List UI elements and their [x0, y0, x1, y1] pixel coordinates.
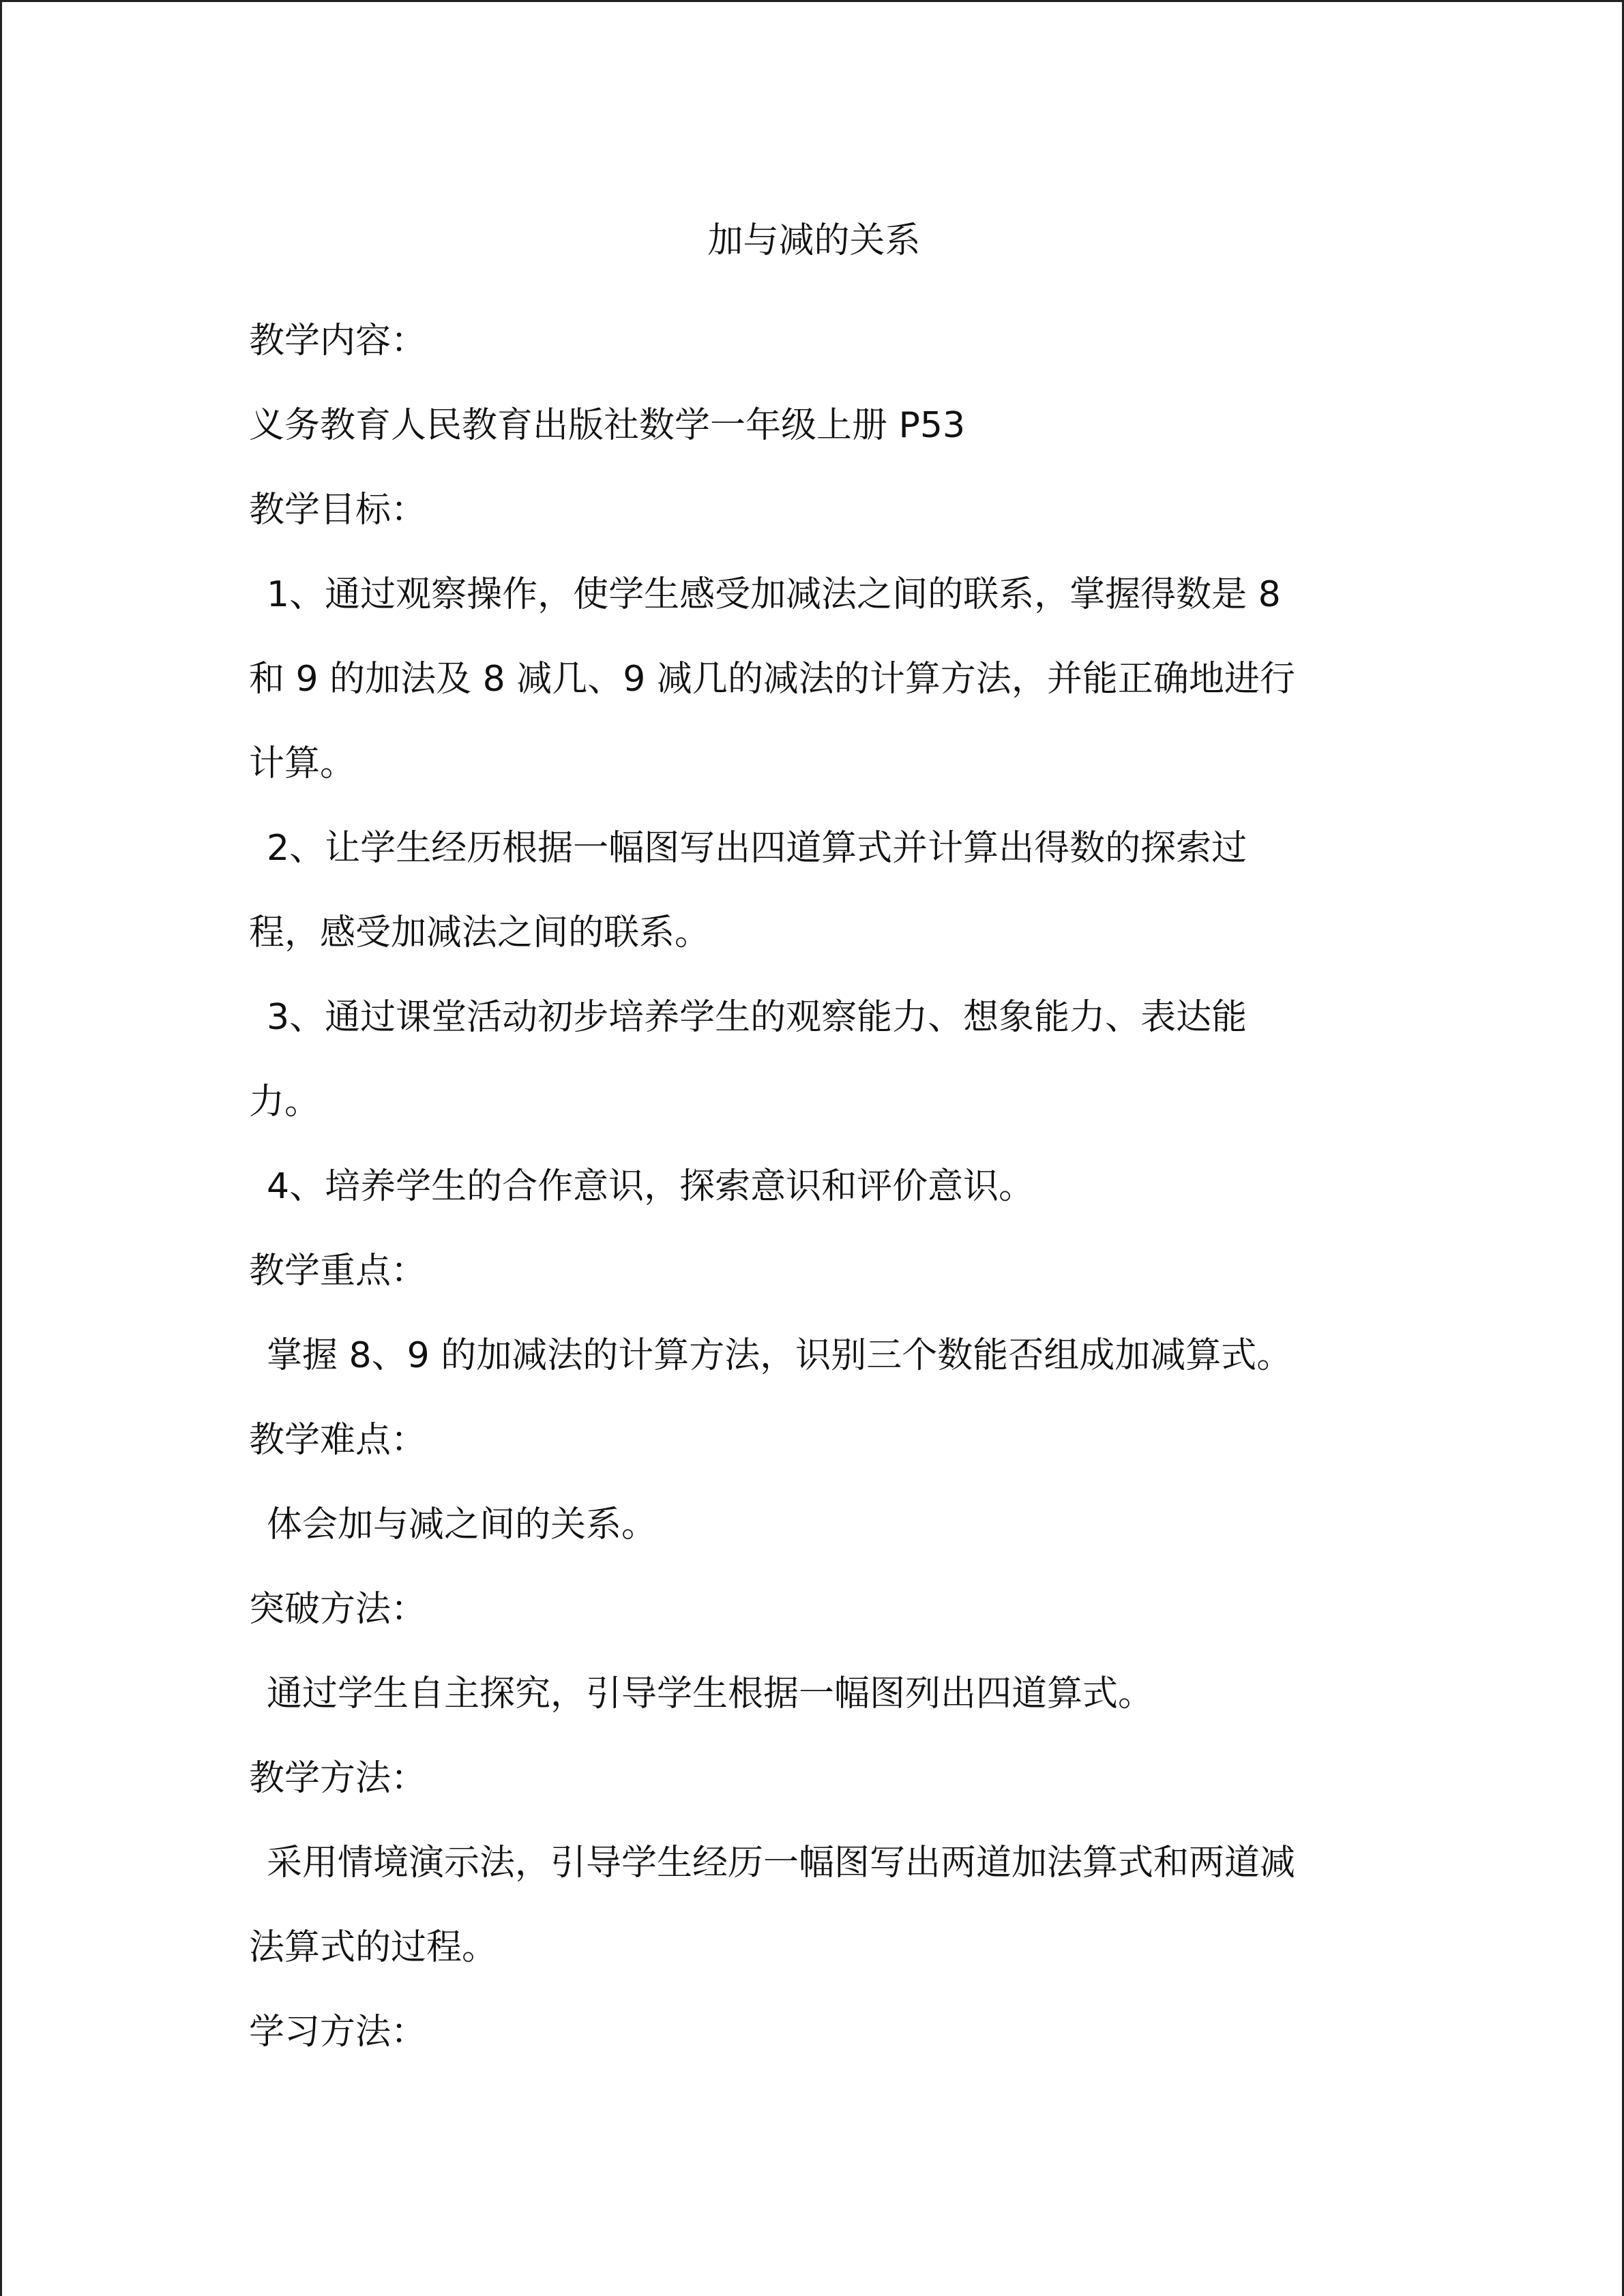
objective-2-line-2: 程，感受加减法之间的联系。: [249, 912, 711, 953]
heading-breakthrough-method: 突破方法：: [249, 1589, 427, 1630]
objective-1-line-2: 和 9 的加法及 8 减几、9 减几的减法的计算方法，并能正确地进行: [249, 659, 1295, 700]
heading-key-points: 教学重点：: [249, 1251, 427, 1292]
heading-teaching-objectives: 教学目标：: [249, 490, 427, 531]
objective-2-line-1: 2、让学生经历根据一幅图写出四道算式并计算出得数的探索过: [267, 828, 1247, 869]
document-title: 加与减的关系: [707, 220, 921, 261]
objective-3-line-2: 力。: [249, 1082, 321, 1122]
breakthrough-method-text: 通过学生自主探究，引导学生根据一幅图列出四道算式。: [267, 1673, 1154, 1714]
teaching-method-line-1: 采用情境演示法，引导学生经历一幅图写出两道加法算式和两道减: [267, 1843, 1296, 1883]
objective-3-line-1: 3、通过课堂活动初步培养学生的观察能力、想象能力、表达能: [267, 997, 1247, 1038]
teaching-method-line-2: 法算式的过程。: [249, 1927, 498, 1968]
heading-learning-method: 学习方法：: [249, 2012, 427, 2053]
textbook-reference: 义务教育人民教育出版社数学一年级上册 P53: [249, 405, 966, 446]
heading-difficulties: 教学难点：: [249, 1420, 427, 1461]
objective-1-line-3: 计算。: [249, 743, 356, 784]
heading-teaching-method: 教学方法：: [249, 1758, 427, 1799]
heading-teaching-content: 教学内容：: [249, 320, 427, 361]
objective-4: 4、培养学生的合作意识，探索意识和评价意识。: [267, 1166, 1035, 1207]
objective-1-line-1: 1、通过观察操作，使学生感受加减法之间的联系，掌握得数是 8: [267, 574, 1281, 615]
document-body: [249, 299, 1408, 2074]
key-points-text: 掌握 8、9 的加减法的计算方法，识别三个数能否组成加减算式。: [267, 1335, 1293, 1376]
difficulties-text: 体会加与减之间的关系。: [267, 1504, 658, 1545]
